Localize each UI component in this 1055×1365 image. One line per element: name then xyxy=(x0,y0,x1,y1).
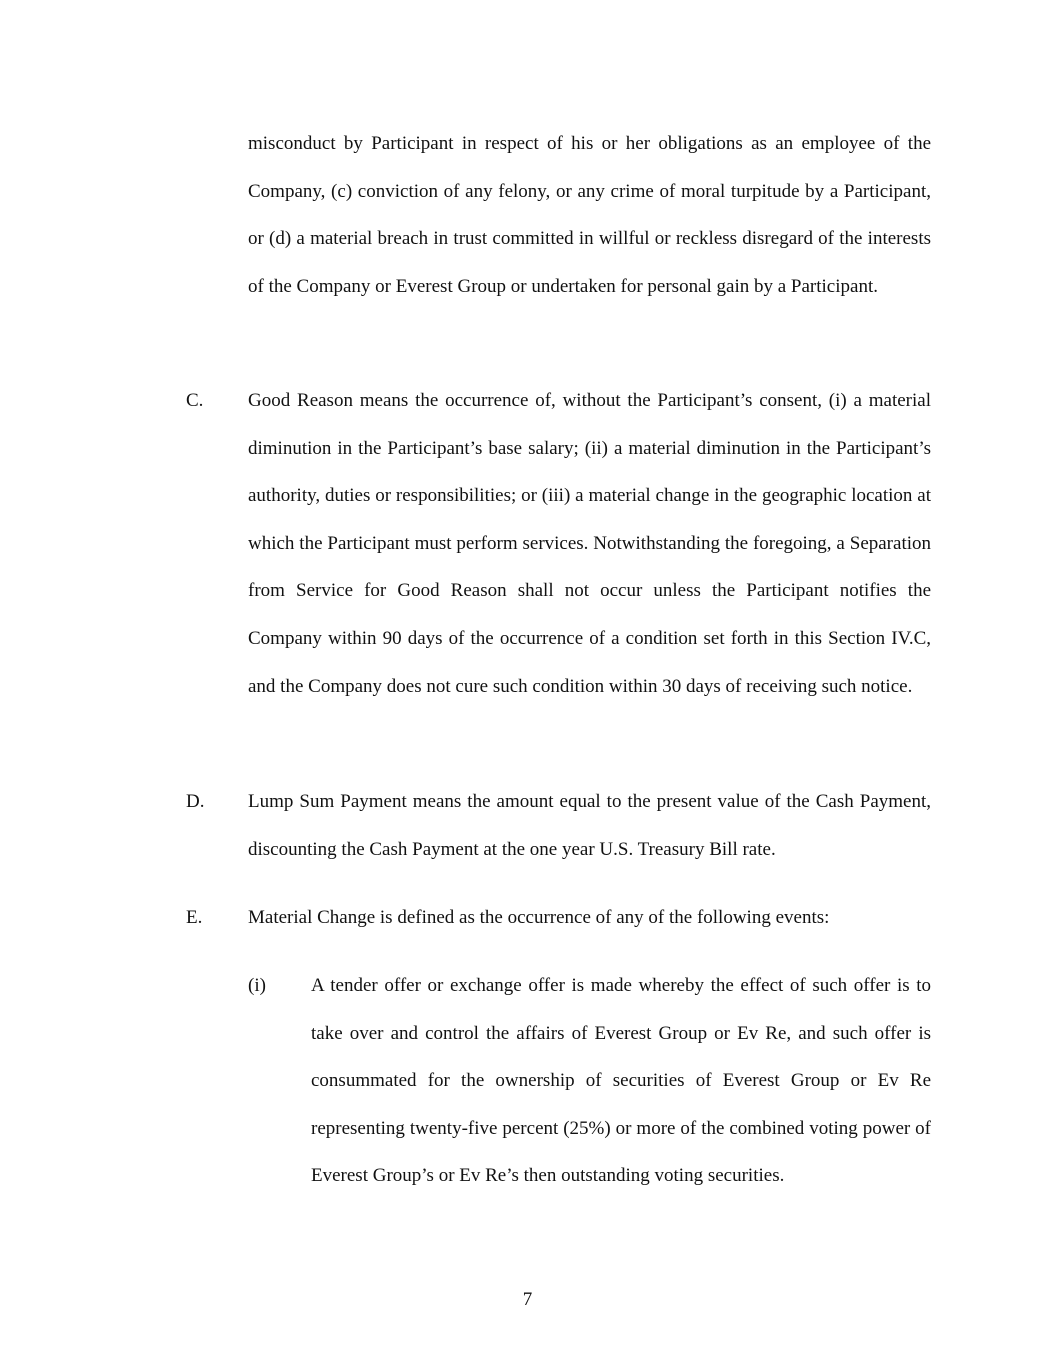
continuation-text: misconduct by Participant in respect of his or her obligations as an employee of the Company, (c) conviction of any felony, or any crime of moral turpitude by a Participant, or (d) a material breach in trust committed in willful or reckless disregard of the interests of the Company or Everest Group or undertaken for personal gain by a Participant. xyxy=(248,133,931,297)
subsection-label: (i) xyxy=(248,975,266,996)
section-label: D. xyxy=(186,791,205,812)
page-number: 7 xyxy=(522,1289,533,1310)
section-text: Good Reason means the occurrence of, without the Participant’s consent, (i) a material diminution in the Participant’s base salary; (ii) a material diminution in the Participant’s authority, duties or responsibilities; or (iii) a material change in the geographic location at which the Participant must perform services. Notwithstanding the foregoing, a Separation from Service for Good Reason shall not occur unless the Participant notifies the Company within 90 days of the occurrence of a condition set forth in this Section IV.C, and the Company does not cure such condition within 30 days of receiving such notice. xyxy=(248,390,931,697)
subsection-text: A tender offer or exchange offer is made whereby the effect of such offer is to take over and control the affairs of Everest Group or Ev Re, and such offer is consummated for the ownership of securities of Everest Group or Ev Re representing twenty-five percent (25%) or more of the combined voting power of Everest Group’s or Ev Re’s then outstanding voting securities. xyxy=(311,975,931,1187)
section-text: Material Change is defined as the occurrence of any of the following events: xyxy=(248,907,830,928)
continuation-paragraph xyxy=(248,120,931,310)
section-label: C. xyxy=(186,390,204,411)
section-text: Lump Sum Payment means the amount equal to the present value of the Cash Payment, discounting the Cash Payment at the one year U.S. Treasury Bill rate. xyxy=(248,791,931,860)
section-label: E. xyxy=(186,907,203,928)
